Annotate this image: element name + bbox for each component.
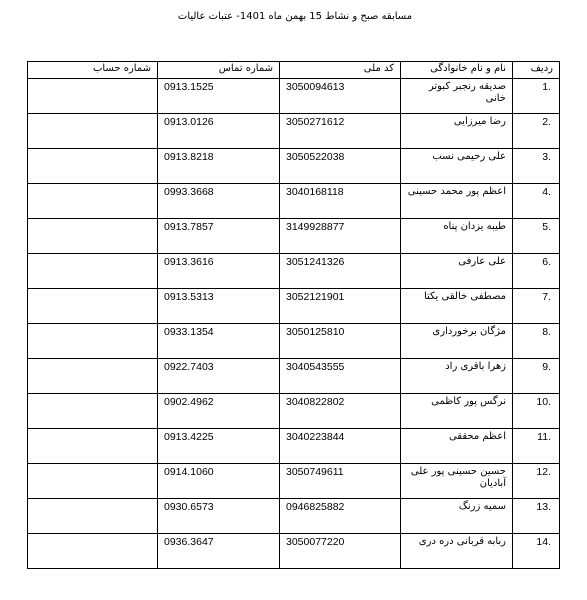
- row-number: 9.: [513, 359, 560, 394]
- account-number-cell: [28, 464, 158, 499]
- table-row: [28, 534, 560, 569]
- national-code-cell: 3040822802: [280, 394, 401, 429]
- full-name-cell: مصطفی خالقی یکتا: [401, 289, 513, 324]
- account-number-cell: [28, 324, 158, 359]
- national-code-cell: 3051241326: [280, 254, 401, 289]
- table-row: [28, 149, 560, 184]
- full-name-cell: حسین حسینی پور علی آبادیان: [401, 464, 513, 499]
- full-name-cell: نرگس پور کاظمی: [401, 394, 513, 429]
- table-row: [28, 499, 560, 534]
- account-number-cell: [28, 114, 158, 149]
- full-name-cell: ربابه قربانی دره دری: [401, 534, 513, 569]
- account-number-cell: [28, 219, 158, 254]
- row-number: 10.: [513, 394, 560, 429]
- phone-cell: 0914.1060: [158, 464, 280, 499]
- national-code-cell: 3050125810: [280, 324, 401, 359]
- table-row: [28, 394, 560, 429]
- phone-cell: 0913.3616: [158, 254, 280, 289]
- column-header-name: نام و نام خانوادگی: [401, 62, 513, 79]
- full-name-cell: مژگان برخورداری: [401, 324, 513, 359]
- national-code-cell: 3050077220: [280, 534, 401, 569]
- row-number: 5.: [513, 219, 560, 254]
- row-number: 4.: [513, 184, 560, 219]
- account-number-cell: [28, 534, 158, 569]
- account-number-cell: [28, 289, 158, 324]
- table-row: [28, 79, 560, 114]
- account-number-cell: [28, 359, 158, 394]
- row-number: 13.: [513, 499, 560, 534]
- account-number-cell: [28, 184, 158, 219]
- row-number: 14.: [513, 534, 560, 569]
- full-name-cell: طیبه یزدان پناه: [401, 219, 513, 254]
- phone-cell: 0913.4225: [158, 429, 280, 464]
- phone-cell: 0913.0126: [158, 114, 280, 149]
- participants-table: [27, 61, 560, 569]
- table-row: [28, 429, 560, 464]
- row-number: 7.: [513, 289, 560, 324]
- phone-cell: 0993.3668: [158, 184, 280, 219]
- national-code-cell: 3050094613: [280, 79, 401, 114]
- account-number-cell: [28, 254, 158, 289]
- page-title: مسابقه صبح و نشاط 15 بهمن ماه 1401- عتبات عالیات: [177, 11, 413, 22]
- full-name-cell: علی عارفی: [401, 254, 513, 289]
- full-name-cell: علی رحیمی نسب: [401, 149, 513, 184]
- full-name-cell: اعظم پور محمد حسینی: [401, 184, 513, 219]
- national-code-cell: 3149928877: [280, 219, 401, 254]
- column-header-account: شماره حساب: [28, 62, 158, 79]
- account-number-cell: [28, 149, 158, 184]
- phone-cell: 0913.1525: [158, 79, 280, 114]
- table-row: [28, 254, 560, 289]
- table-header-row: [28, 62, 560, 79]
- phone-cell: 0933.1354: [158, 324, 280, 359]
- national-code-cell: 3040223844: [280, 429, 401, 464]
- table-row: [28, 324, 560, 359]
- column-header-radif: ردیف: [513, 62, 560, 79]
- national-code-cell: 3040168118: [280, 184, 401, 219]
- account-number-cell: [28, 79, 158, 114]
- table-row: [28, 359, 560, 394]
- table-row: [28, 219, 560, 254]
- national-code-cell: 3050749611: [280, 464, 401, 499]
- phone-cell: 0922.7403: [158, 359, 280, 394]
- full-name-cell: سمیه زرنگ: [401, 499, 513, 534]
- table-row: [28, 114, 560, 149]
- full-name-cell: اعظم محققی: [401, 429, 513, 464]
- table-row: [28, 289, 560, 324]
- phone-cell: 0936.3647: [158, 534, 280, 569]
- full-name-cell: رضا میرزایی: [401, 114, 513, 149]
- national-code-cell: 3040543555: [280, 359, 401, 394]
- row-number: 8.: [513, 324, 560, 359]
- account-number-cell: [28, 394, 158, 429]
- table-row: [28, 464, 560, 499]
- national-code-cell: 3052121901: [280, 289, 401, 324]
- phone-cell: 0930.6573: [158, 499, 280, 534]
- national-code-cell: 3050522038: [280, 149, 401, 184]
- phone-cell: 0902.4962: [158, 394, 280, 429]
- full-name-cell: صدیقه رنجبر کبوتر خانی: [401, 79, 513, 114]
- national-code-cell: 0946825882: [280, 499, 401, 534]
- row-number: 3.: [513, 149, 560, 184]
- phone-cell: 0913.8218: [158, 149, 280, 184]
- account-number-cell: [28, 499, 158, 534]
- row-number: 1.: [513, 79, 560, 114]
- account-number-cell: [28, 429, 158, 464]
- row-number: 6.: [513, 254, 560, 289]
- row-number: 11.: [513, 429, 560, 464]
- column-header-national-code: کد ملی: [280, 62, 401, 79]
- national-code-cell: 3050271612: [280, 114, 401, 149]
- row-number: 2.: [513, 114, 560, 149]
- column-header-phone: شماره تماس: [158, 62, 280, 79]
- full-name-cell: زهرا باقری راد: [401, 359, 513, 394]
- row-number: 12.: [513, 464, 560, 499]
- phone-cell: 0913.7857: [158, 219, 280, 254]
- table-row: [28, 184, 560, 219]
- phone-cell: 0913.5313: [158, 289, 280, 324]
